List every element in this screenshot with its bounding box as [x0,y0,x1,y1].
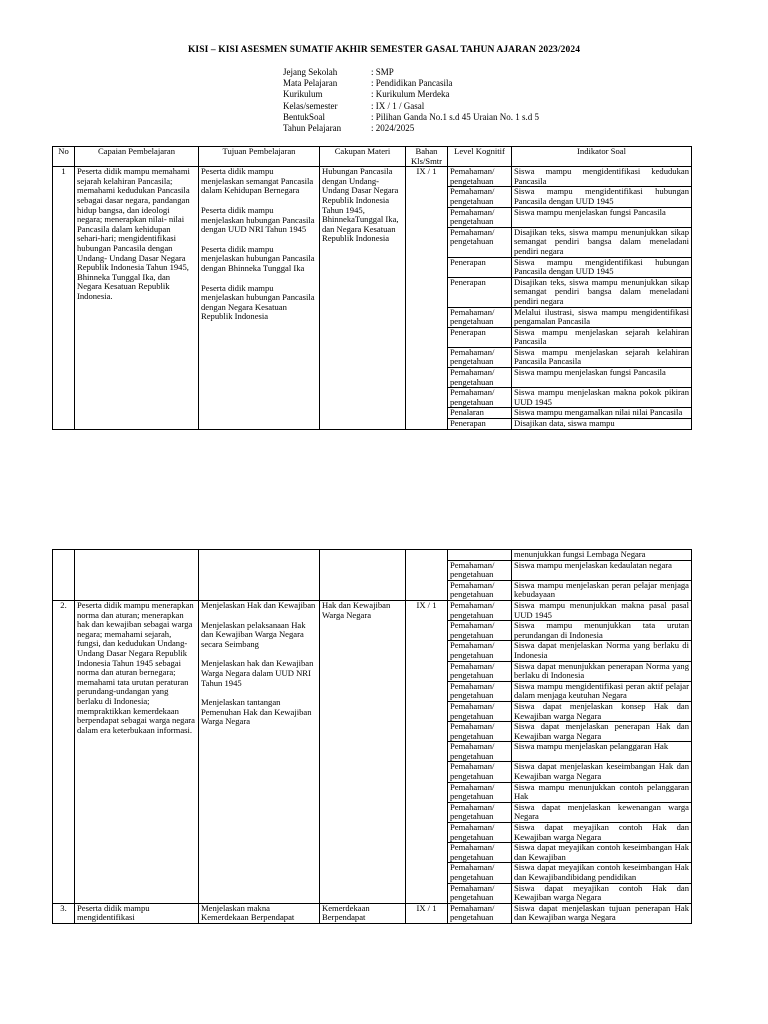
level-kognitif: Pemahaman/ pengetahuan [448,560,512,580]
cakupan-materi: Hubungan Pancasila dengan Undang-Undang Dasar Negara Republik Indonesia Tahun 1945, BhinnekaTunggal Ika, dan Negara Kesatuan Republik Indonesia [320,167,406,429]
indikator-soal: Siswa dapat menjelaskan Norma yang berlaku di Indonesia [512,641,692,661]
indikator-soal: Siswa mampu mengamalkan nilai nilai Pancasila [512,408,692,419]
tujuan-pembelajaran-empty [199,550,320,601]
header-cakupan: Cakupan Materi [320,147,406,167]
tujuan-paragraph: Peserta didik mampu menjelaskan hubungan Pancasila dengan UUD NRI Tahun 1945 [201,204,315,235]
row-number: 3. [53,903,75,923]
capaian-pembelajaran: Peserta didik mampu mengidentifikasi [75,903,199,923]
meta-value: : Pilihan Ganda No.1 s.d 45 Uraian No. 1 s.d 5 [371,111,539,122]
indikator-soal: Siswa mampu menjelaskan fungsi Pancasila [512,368,692,388]
indikator-soal: Siswa dapat menjelaskan kewenangan warga Negara [512,802,692,822]
level-kognitif: Pemahaman/ pengetahuan [448,661,512,681]
indikator-soal: Siswa dapat meyajikan contoh keseimbangan Hak dan Kewajibandibidang pendidikan [512,863,692,883]
indikator-soal: Siswa mampu menjelaskan sejarah kelahiran Pancasila Pancasila [512,347,692,367]
indikator-soal: menunjukkan fungsi Lembaga Negara [512,550,692,561]
meta-key: BentukSoal [283,111,325,122]
table-row [53,903,692,923]
kisi-table-page-1 [52,146,692,430]
table-header-row [53,147,692,167]
meta-value: : Kurikulum Merdeka [371,89,450,100]
meta-key: Jejang Sekolah [283,67,338,77]
level-kognitif: Penerapan [448,257,512,277]
meta-row [283,112,539,123]
cakupan-materi: Hak dan Kewajiban Warga Negara [320,600,406,903]
row-number-empty [53,550,75,601]
tujuan-paragraph: Peserta didik mampu menjelaskan hubungan Pancasila dengan Negara Kesatuan Republik Indonesia [201,282,315,322]
bahan-kelas: IX / 1 [406,167,448,429]
tujuan-paragraph: Peserta didik mampu menjelaskan hubungan Pancasila dengan Bhinneka Tunggal Ika [201,243,315,273]
cakupan-materi-empty [320,550,406,601]
meta-row [283,78,539,89]
level-kognitif: Pemahaman/ pengetahuan [448,883,512,903]
meta-value: : Pendidikan Pancasila [371,78,453,89]
level-kognitif: Pemahaman/ pengetahuan [448,641,512,661]
meta-key: Kurikulum [283,89,323,100]
indikator-soal: Siswa mampu mengidentifikasi peran aktif pelajar dalam menjaga keutuhan Negara [512,681,692,701]
indikator-soal: Siswa mampu menjelaskan kedaulatan negara [512,560,692,580]
table-row [53,167,692,187]
tujuan-pembelajaran [199,167,320,429]
level-kognitif: Penerapan [448,327,512,347]
level-kognitif: Pemahaman/ pengetahuan [448,863,512,883]
meta-row [283,67,539,78]
indikator-soal: Siswa dapat menjelaskan keseimbangan Hak dan Kewajiban warga Negara [512,762,692,782]
indikator-soal: Siswa mampu menjelaskan peran pelajar menjaga kebudayaan [512,580,692,600]
meta-row [283,123,539,134]
level-kognitif: Pemahaman/ pengetahuan [448,722,512,742]
indikator-soal: Melalui ilustrasi, siswa mampu mengidentifikasi pengamalan Pancasila [512,307,692,327]
page-title: KISI – KISI ASESMEN SUMATIF AKHIR SEMESTER GASAL TAHUN AJARAN 2023/2024 [187,45,581,55]
level-kognitif: Pemahaman/ pengetahuan [448,388,512,408]
indikator-soal: Siswa mampu mengidentifikasi hubungan Pancasila dengan UUD 1945 [512,257,692,277]
meta-key: Kelas/semester [283,100,338,111]
level-kognitif: Pemahaman/ pengetahuan [448,782,512,802]
header-capaian: Capaian Pembelajaran [75,147,199,167]
bahan-kelas-empty [406,550,448,601]
indikator-soal: Siswa dapat meyajikan contoh Hak dan Kewajiban warga Negara [512,823,692,843]
row-number: 2. [53,600,75,903]
kisi-table-page-2 [52,549,692,924]
level-kognitif: Pemahaman/ pengetahuan [448,802,512,822]
header-indikator: Indikator Soal [512,147,692,167]
indikator-soal: Siswa dapat menunjukkan penerapan Norma yang berlaku di Indonesia [512,661,692,681]
indikator-soal: Siswa mampu menjelaskan fungsi Pancasila [512,207,692,227]
tujuan-paragraph: Menjelaskan pelaksanaan Hak dan Kewajiban Warga Negara secara Seimbang [201,619,306,649]
header-no: No [53,147,75,167]
indikator-soal: Disajikan data, siswa mampu [512,419,692,430]
document-meta [283,67,539,134]
meta-value: : IX / 1 / Gasal [371,100,425,111]
capaian-pembelajaran: Peserta didik mampu menerapkan norma dan aturan; menerapkan hak dan kewajiban sebagai warga negara; memahami sejarah, fungsi, dan kedudukan Undang-Undang Dasar Negara Republik Indonesia Tahun 1945 sebagai norma dan aturan bernegara; memahami tata urutan peraturan perundang-undangan yang berlaku di Indonesia; mempraktikkan kemerdekaan berpendapat sebagai warga negara dalam era keterbukaan informasi. [75,600,199,903]
meta-key: Tahun Pelajaran [283,123,342,134]
meta-value: : SMP [371,67,394,77]
level-kognitif: Pemahaman/ pengetahuan [448,227,512,257]
indikator-soal: Siswa dapat menjelaskan konsep Hak dan Kewajiban warga Negara [512,701,692,721]
header-bahan: Bahan Kls/Smtr [406,147,448,167]
level-kognitif: Pemahaman/ pengetahuan [448,701,512,721]
level-kognitif: Penerapan [448,277,512,307]
capaian-pembelajaran-empty [75,550,199,601]
meta-value: : 2024/2025 [371,123,415,134]
indikator-soal: Siswa dapat meyajikan contoh Hak dan Kewajiban warga Negara [512,883,692,903]
indikator-soal: Siswa mampu mengidentifikasi hubungan Pancasila dengan UUD 1945 [512,187,692,207]
table-row [53,550,692,561]
level-kognitif: Pemahaman/ pengetahuan [448,742,512,762]
indikator-soal: Siswa mampu menjelaskan makna pokok pikiran UUD 1945 [512,388,692,408]
level-kognitif: Pemahaman/ pengetahuan [448,368,512,388]
meta-row [283,101,539,112]
level-kognitif [448,550,512,561]
bahan-kelas: IX / 1 [406,903,448,923]
indikator-soal: Disajikan teks, siswa mampu menunjukkan sikap semangat pendiri bangsa dalam meneladani pendiri negara [512,277,692,307]
level-kognitif: Pemahaman/ pengetahuan [448,903,512,923]
meta-row [283,89,539,100]
indikator-soal: Siswa dapat meyajikan contoh keseimbangan Hak dan Kewajiban [512,843,692,863]
indikator-soal: Siswa mampu menunjukkan tata urutan perundangan di Indonesia [512,621,692,641]
header-level: Level Kognitif [448,147,512,167]
tujuan-pembelajaran: Menjelaskan makna Kemerdekaan Berpendapat [199,903,320,923]
header-tujuan: Tujuan Pembelajaran [199,147,320,167]
bahan-kelas: IX / 1 [406,600,448,903]
level-kognitif: Pemahaman/ pengetahuan [448,600,512,620]
indikator-soal: Siswa dapat menjelaskan penerapan Hak dan Kewajiban warga Negara [512,722,692,742]
level-kognitif: Pemahaman/ pengetahuan [448,823,512,843]
indikator-soal: Siswa mampu mengidentifikasi kedudukan Pancasila [512,167,692,187]
table-row [53,600,692,620]
level-kognitif: Pemahaman/ pengetahuan [448,843,512,863]
level-kognitif: Pemahaman/ pengetahuan [448,187,512,207]
tujuan-paragraph: Peserta didik mampu menjelaskan semangat Pancasila dalam Kehidupan Bernegara [201,166,314,196]
level-kognitif: Pemahaman/ pengetahuan [448,167,512,187]
tujuan-paragraph: Menjelaskan hak dan Kewajiban Warga Negara dalam UUD NRI Tahun 1945 [201,658,314,688]
indikator-soal: Siswa mampu menunjukkan makna pasal pasal UUD 1945 [512,600,692,620]
indikator-soal: Siswa mampu menjelaskan pelanggaran Hak [512,742,692,762]
cakupan-materi: Kemerdekaan Berpendapat [320,903,406,923]
level-kognitif: Pemahaman/ pengetahuan [448,621,512,641]
indikator-soal: Siswa dapat menjelaskan tujuan penerapan Hak dan Kewajiban warga Negara [512,903,692,923]
level-kognitif: Pemahaman/ pengetahuan [448,307,512,327]
level-kognitif: Pemahaman/ pengetahuan [448,347,512,367]
row-number: 1 [53,167,75,429]
level-kognitif: Penalaran [448,408,512,419]
tujuan-pembelajaran [199,600,320,903]
level-kognitif: Pemahaman/ pengetahuan [448,762,512,782]
tujuan-paragraph: Menjelaskan Hak dan Kewajiban [201,600,316,610]
capaian-pembelajaran: Peserta didik mampu memahami sejarah kelahiran Pancasila; memahami kedudukan Pancasila sebagai dasar negara, pandangan hidup bangsa, dan ideologi negara; menerapkan nilai- nilai Pancasila dalam kehidupan sehari-hari; mengidentifikasi hubungan Pancasila dengan Undang- Undang Dasar Negara Republik Indonesia Tahun 1945, Bhinneka Tunggal Ika, dan Negara Kesatuan Republik Indonesia. [75,167,199,429]
indikator-soal: Disajikan teks, siswa mampu menunjukkan sikap semangat pendiri bangsa dalam meneladani pendiri negara [512,227,692,257]
level-kognitif: Penerapan [448,419,512,430]
indikator-soal: Siswa mampu menjelaskan sejarah kelahiran Pancasila [512,327,692,347]
indikator-soal: Siswa mampu menunjukkan contoh pelanggaran Hak [512,782,692,802]
tujuan-paragraph: Menjelaskan tantangan Pemenuhan Hak dan Kewajiban Warga Negara [201,697,312,727]
meta-key: Mata Pelajaran [283,78,338,89]
level-kognitif: Pemahaman/ pengetahuan [448,580,512,600]
level-kognitif: Pemahaman/ pengetahuan [448,207,512,227]
level-kognitif: Pemahaman/ pengetahuan [448,681,512,701]
